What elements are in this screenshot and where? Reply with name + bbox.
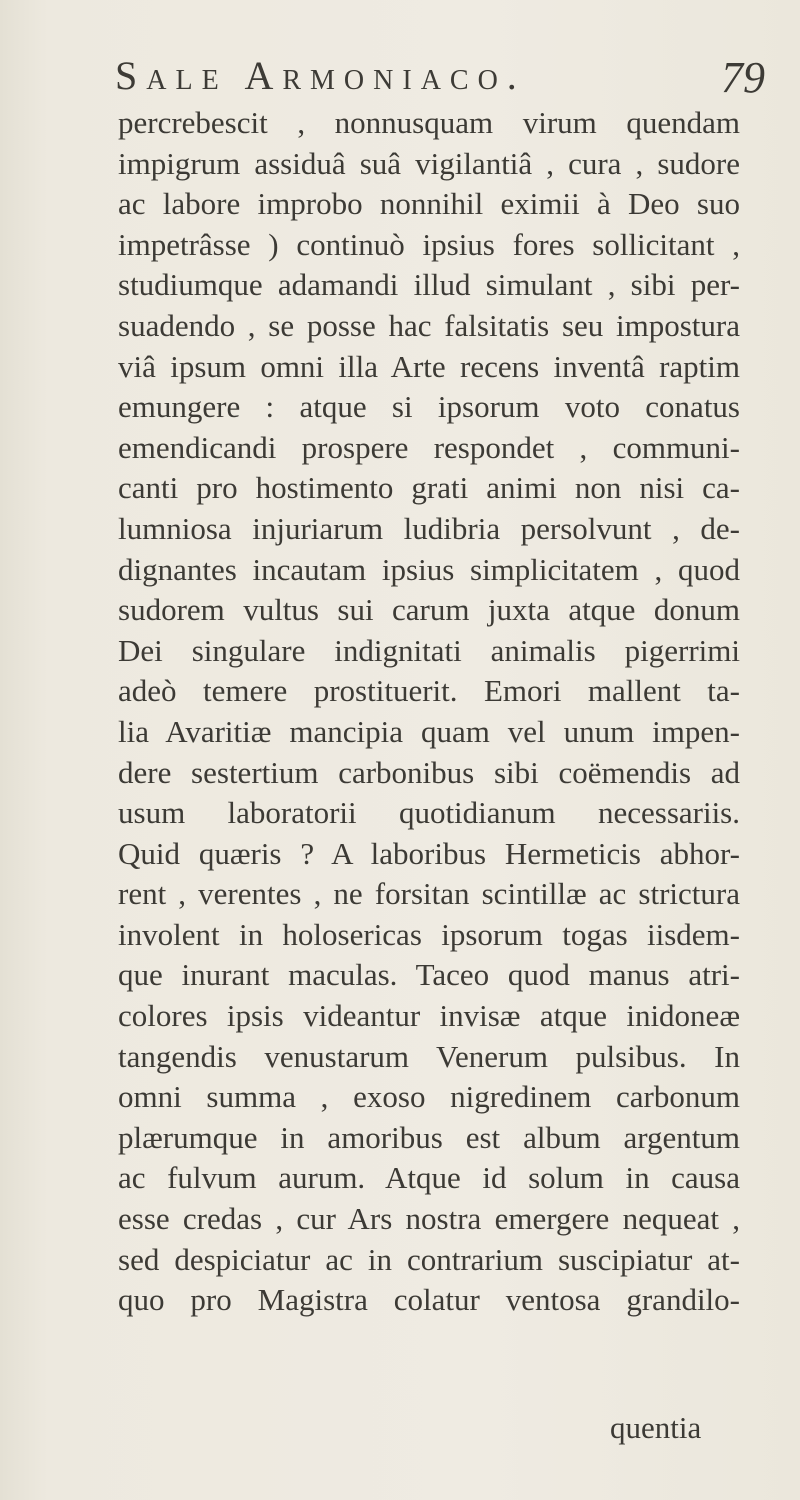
text-line: involent in holosericas ipsorum togas iisdem-: [118, 916, 740, 952]
text-line: dere sestertium carbonibus sibi coëmendis ad: [118, 754, 740, 790]
text-line: adeò temere prostituerit. Emori mallent ta-: [118, 673, 740, 709]
text-line: omni summa , exoso nigredinem carbonum: [118, 1079, 740, 1115]
text-line: Dei singulare indignitati animalis pigerrimi: [118, 632, 740, 668]
running-head: [115, 52, 765, 108]
text-line: viâ ipsum omni illa Arte recens inventâ raptim: [118, 348, 740, 384]
text-line: tangendis venustarum Venerum pulsibus. In: [118, 1038, 740, 1074]
text-line: impetrâsse ) continuò ipsius fores sollicitant ,: [118, 226, 740, 262]
running-title: Sale Armoniaco.: [115, 53, 526, 98]
text-line: quo pro Magistra colatur ventosa grandilo-: [118, 1282, 740, 1318]
text-line: que inurant maculas. Taceo quod manus atri-: [118, 957, 740, 993]
text-line: suadendo , se posse hac falsitatis seu impostura: [118, 307, 740, 343]
text-line: percrebescit , nonnusquam virum quendam: [118, 105, 740, 140]
text-line: sed despiciatur ac in contrarium suscipiatur at-: [118, 1241, 740, 1277]
text-line: rent , verentes , ne forsitan scintillæ ac strictura: [118, 876, 740, 912]
text-line: usum laboratorii quotidianum necessariis.: [118, 795, 740, 831]
page-number: 79: [721, 53, 765, 102]
text-line: esse credas , cur Ars nostra emergere nequeat ,: [118, 1201, 740, 1237]
text-line: plærumque in amoribus est album argentum: [118, 1119, 740, 1155]
text-line: ac labore improbo nonnihil eximii à Deo suo: [118, 186, 740, 222]
text-line: lia Avaritiæ mancipia quam vel unum impen-: [118, 713, 740, 749]
text-line: impigrum assiduâ suâ vigilantiâ , cura , sudore: [118, 145, 740, 181]
text-line: ac fulvum aurum. Atque id solum in causa: [118, 1160, 740, 1196]
text-line: Quid quæris ? A laboribus Hermeticis abhor-: [118, 835, 740, 871]
text-line: sudorem vultus sui carum juxta atque donum: [118, 592, 740, 628]
text-line: canti pro hostimento grati animi non nisi ca-: [118, 470, 740, 506]
body-text: [118, 103, 740, 1321]
text-line: lumniosa injuriarum ludibria persolvunt , de-: [118, 510, 740, 546]
text-line: emungere : atque si ipsorum voto conatus: [118, 389, 740, 425]
text-line: emendicandi prospere respondet , communi-: [118, 429, 740, 465]
text-line: dignantes incautam ipsius simplicitatem , quod: [118, 551, 740, 587]
text-line: colores ipsis videantur invisæ atque inidoneæ: [118, 998, 740, 1034]
text-line: studiumque adamandi illud simulant , sibi per-: [118, 267, 740, 303]
catchword: quentia: [610, 1410, 702, 1445]
